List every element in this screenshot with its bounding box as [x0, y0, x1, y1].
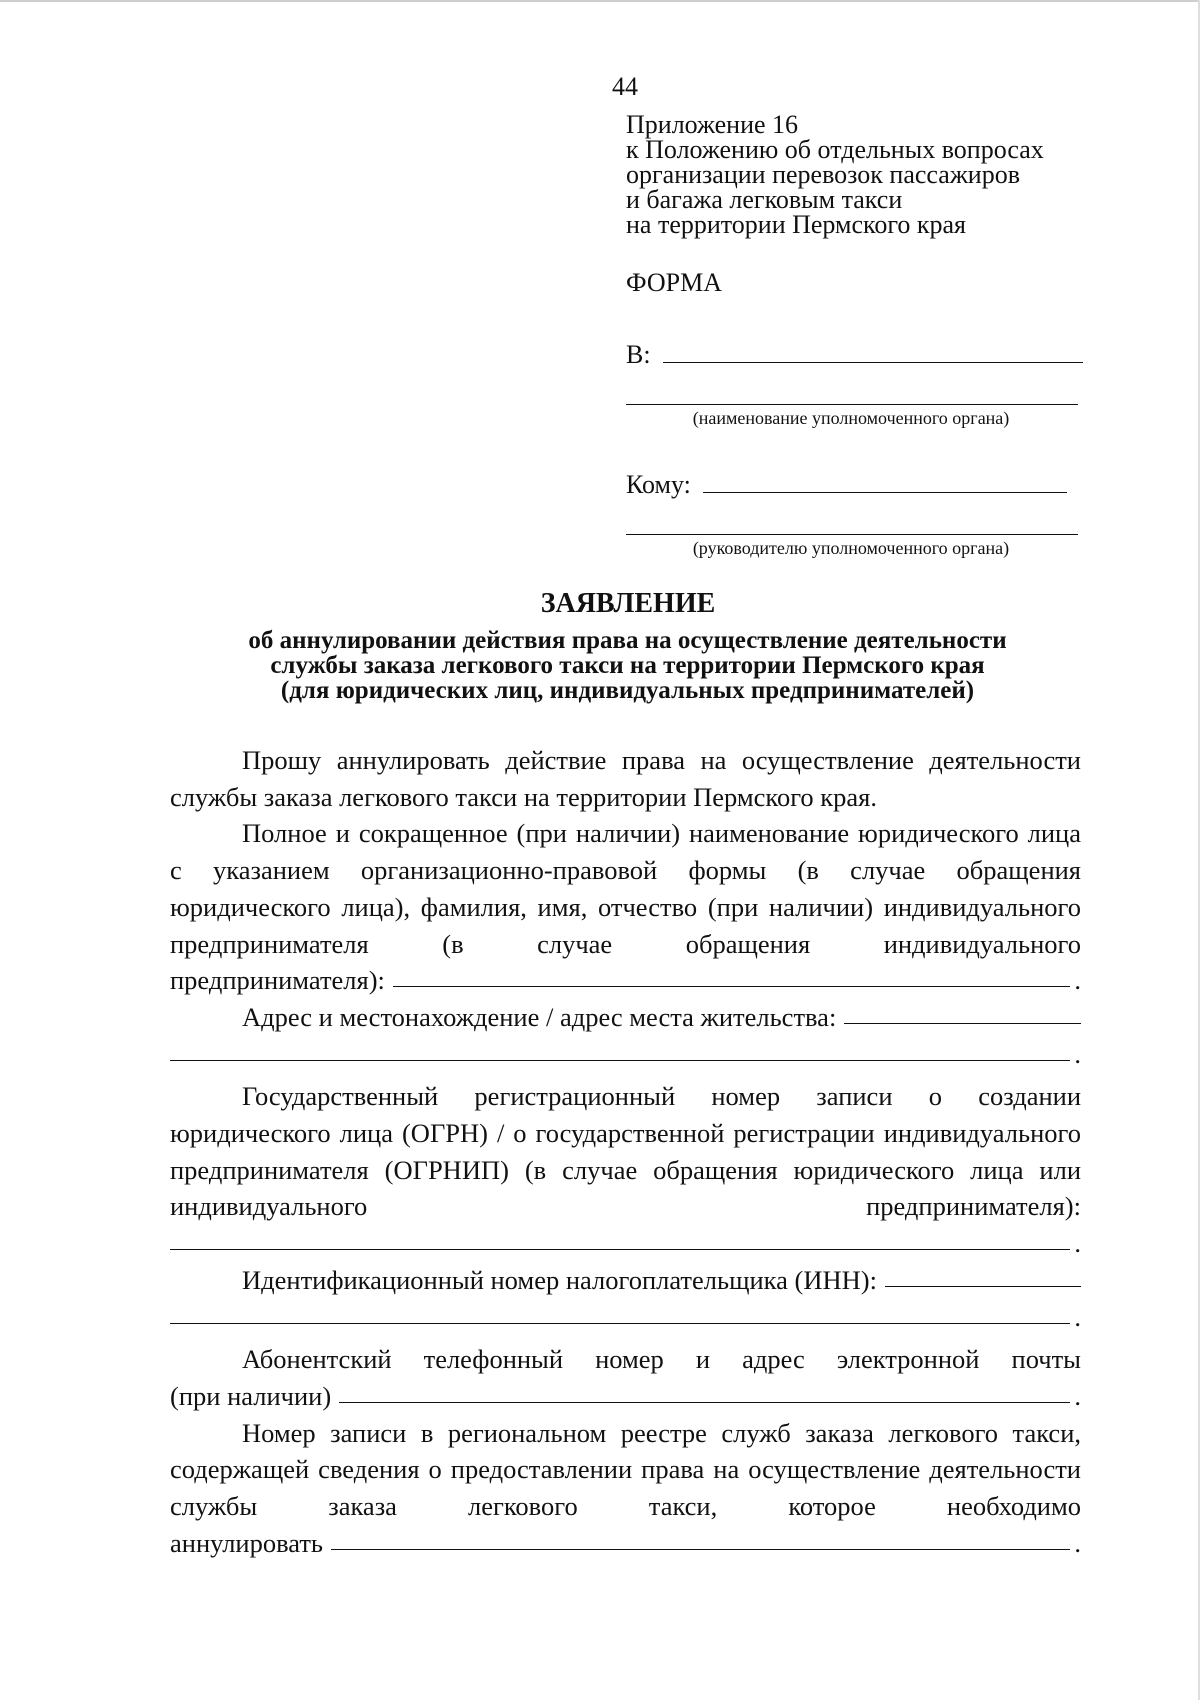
address-label: Адрес и местонахождение / адрес места жительства: [242, 1001, 837, 1032]
to-field-second-line[interactable] [626, 404, 1078, 405]
paragraph-request: Прошу аннулировать действие права на осуществление деятельности службы заказа легкового такси на территории Пермского края. [170, 745, 1081, 812]
applicant-name-blank[interactable] [393, 985, 1070, 987]
address-blank[interactable] [844, 1022, 1081, 1024]
document-title: ЗАЯВЛЕНИЕ [540, 588, 716, 619]
form-label: ФОРМА [626, 268, 722, 297]
appendix-line: к Положению об отдельных вопросах [626, 135, 1044, 164]
period: . [1074, 965, 1081, 996]
inn-blank-2[interactable] [170, 1322, 1070, 1324]
whom-field-second-line[interactable] [626, 534, 1078, 535]
contacts-blank[interactable] [339, 1401, 1070, 1403]
contacts-fill [170, 1378, 1081, 1415]
ogrn-blank[interactable] [170, 1248, 1070, 1250]
period: . [1074, 1038, 1081, 1069]
applicant-name-fill [170, 962, 1081, 999]
period: . [1074, 1301, 1081, 1332]
to-field-blank[interactable] [663, 340, 1083, 363]
inn-label: Идентификационный номер налогоплательщика (ИНН): [242, 1264, 877, 1295]
document-body [170, 742, 1081, 1561]
to-field-caption: (наименование уполномоченного органа) [692, 408, 1010, 428]
address-blank-2[interactable] [170, 1059, 1070, 1061]
to-field-row [626, 340, 1083, 370]
whom-field-blank[interactable] [703, 470, 1067, 493]
registry-number-blank[interactable] [331, 1548, 1070, 1550]
subtitle-line: службы заказа легкового такси на территории Пермского края [270, 652, 985, 679]
address-fill [170, 999, 1081, 1036]
paragraph-applicant-name: Полное и сокращенное (при наличии) наименование юридического лица с указанием организационно-правовой формы (в случае обращения юридического лица), фамилия, имя, отчество (при наличии) индивидуального предпринимателя (в случае обращения индивидуального [170, 818, 1081, 959]
address-second-line [170, 1036, 1081, 1073]
registry-number-tail: аннулировать [170, 1527, 324, 1558]
inn-fill [170, 1262, 1081, 1299]
appendix-line: и багажа легковым такси [626, 185, 903, 214]
appendix-line: Приложение 16 [626, 110, 799, 139]
appendix-block [626, 112, 1146, 237]
subtitle-line: об аннулировании действия права на осуществление деятельности [248, 627, 1007, 654]
paragraph-ogrn: Государственный регистрационный номер записи о создании юридического лица (ОГРН) / о государственной регистрации индивидуального предпринимателя (ОГРНИП) (в случае обращения юридического лица или индивидуального предпринимателя): [170, 1081, 1081, 1222]
paragraph-registry-number: Номер записи в региональном реестре служб заказа легкового такси, содержащей сведения о предоставлении права на осуществление деятельности службы заказа легкового такси, которое необходимо [170, 1417, 1081, 1522]
applicant-name-tail: предпринимателя): [170, 965, 385, 996]
appendix-line: на территории Пермского края [626, 210, 966, 239]
period: . [1074, 1380, 1081, 1411]
to-field-label: В: [626, 340, 651, 369]
registry-number-fill [170, 1525, 1081, 1562]
period: . [1074, 1228, 1081, 1259]
paragraph-contacts: Абонентский телефонный номер и адрес электронной почты [242, 1344, 1081, 1375]
document-subtitle [170, 628, 1085, 703]
subtitle-line: (для юридических лиц, индивидуальных предпринимателей) [280, 677, 975, 704]
whom-field-caption: (руководителю уполномоченного органа) [692, 538, 1010, 558]
whom-field-row [626, 470, 1067, 500]
appendix-line: организации перевозок пассажиров [626, 160, 1020, 189]
page-number: 44 [612, 72, 638, 101]
inn-blank[interactable] [885, 1285, 1081, 1287]
contacts-tail: (при наличии) [170, 1380, 332, 1411]
scan-edge-top [0, 0, 1200, 2]
ogrn-fill [170, 1225, 1081, 1262]
whom-field-label: Кому: [626, 470, 691, 499]
period: . [1074, 1527, 1081, 1558]
inn-second-line [170, 1299, 1081, 1336]
